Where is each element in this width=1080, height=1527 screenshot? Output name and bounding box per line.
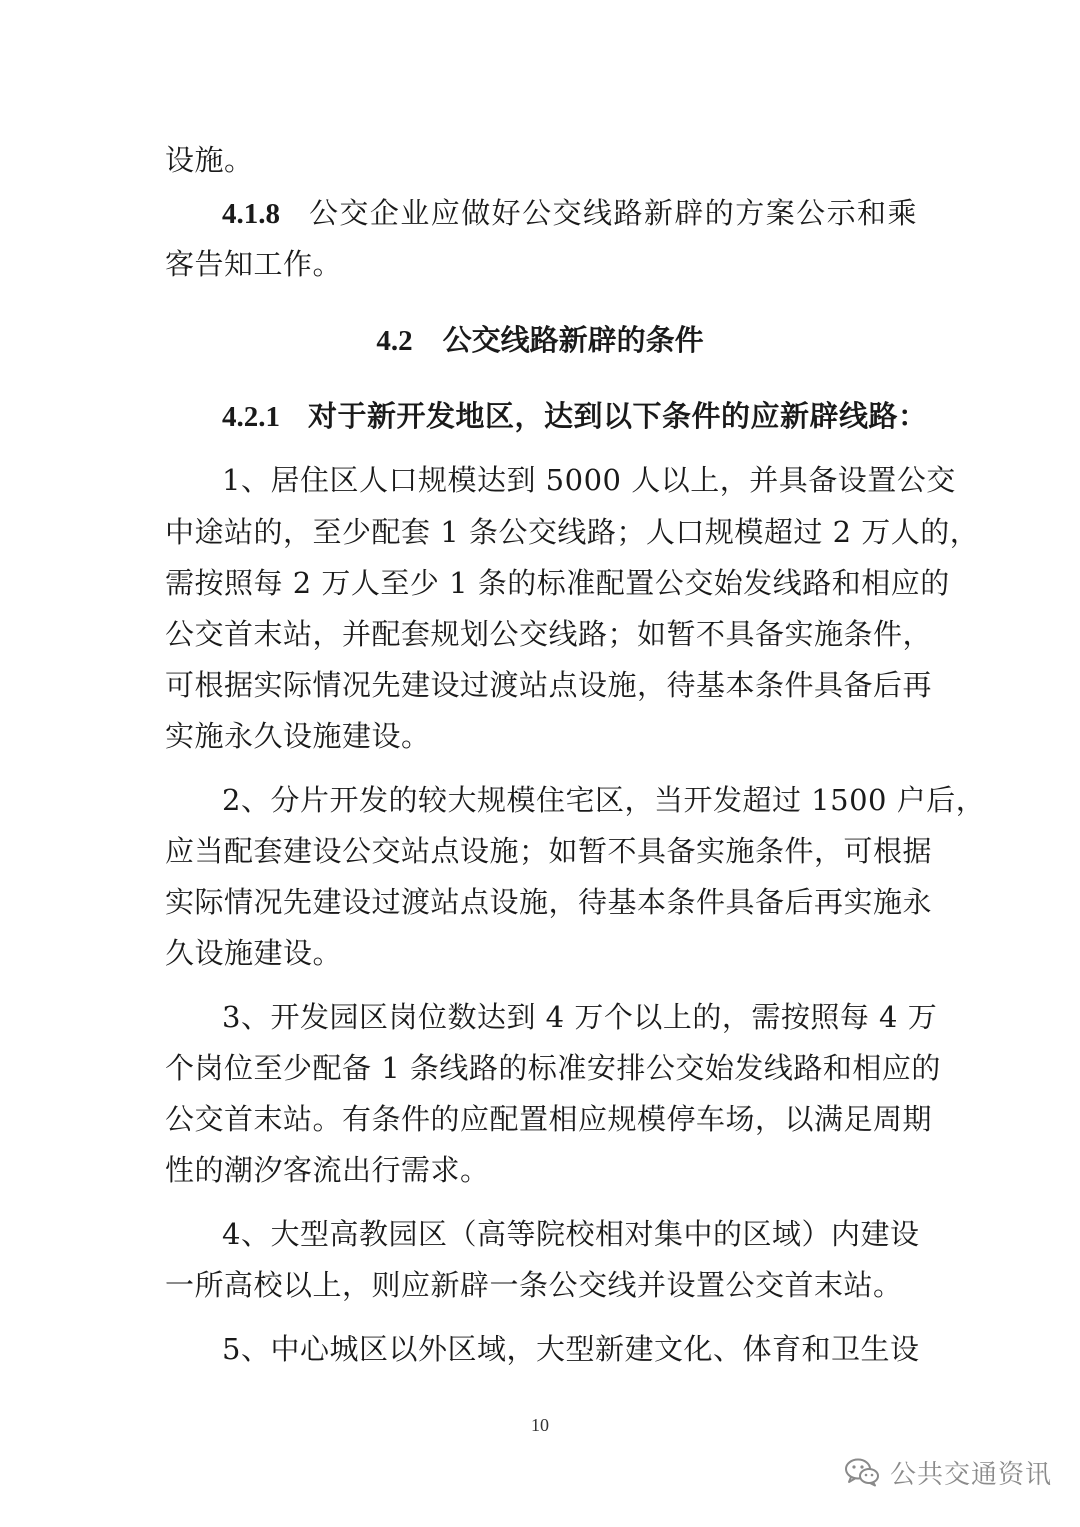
item-3-line: 性的潮汐客流出行需求。 bbox=[165, 1153, 490, 1187]
item-1-line: 可根据实际情况先建设过渡站点设施，待基本条件具备后再 bbox=[165, 668, 933, 702]
item-2-line: 2、分片开发的较大规模住宅区，当开发超过 1500 户后， bbox=[222, 783, 986, 817]
item-5-line: 5、中心城区以外区域，大型新建文化、体育和卫生设 bbox=[222, 1332, 920, 1366]
item-1-line: 实施永久设施建设。 bbox=[165, 719, 431, 753]
item-2-line: 实际情况先建设过渡站点设施，待基本条件具备后再实施永 bbox=[165, 885, 933, 919]
clause-4-1-8-line-2: 客告知工作。 bbox=[165, 247, 343, 281]
item-1-line: 中途站的，至少配套 1 条公交线路；人口规模超过 2 万人的， bbox=[165, 515, 980, 549]
section-heading bbox=[0, 320, 1080, 361]
paragraph-continuation: 设施。 bbox=[165, 143, 254, 177]
item-4-line: 一所高校以上，则应新辟一条公交线并设置公交首末站。 bbox=[165, 1268, 903, 1302]
clause-number: 4.1.8 bbox=[222, 198, 280, 230]
item-1-line: 1、居住区人口规模达到 5000 人以上，并具备设置公交 bbox=[222, 463, 956, 497]
item-4-line: 4、大型高教园区（高等院校相对集中的区域）内建设 bbox=[222, 1217, 920, 1251]
item-1-line: 需按照每 2 万人至少 1 条的标准配置公交始发线路和相应的 bbox=[165, 566, 950, 600]
clause-number: 4.2.1 bbox=[222, 401, 280, 433]
section-title: 公交线路新辟的条件 bbox=[442, 323, 704, 357]
watermark bbox=[844, 1452, 1052, 1492]
item-3-line: 个岗位至少配备 1 条线路的标准安排公交始发线路和相应的 bbox=[165, 1051, 941, 1085]
clause-4-2-1 bbox=[222, 396, 928, 437]
item-3-line: 公交首末站。有条件的应配置相应规模停车场，以满足周期 bbox=[165, 1102, 933, 1136]
item-3-line: 3、开发园区岗位数达到 4 万个以上的，需按照每 4 万 bbox=[222, 1000, 938, 1034]
clause-text: 公交企业应做好公交线路新辟的方案公示和乘 bbox=[308, 196, 917, 230]
section-number: 4.2 bbox=[376, 325, 413, 357]
item-2-line: 久设施建设。 bbox=[165, 936, 343, 970]
item-2-line: 应当配套建设公交站点设施；如暂不具备实施条件，可根据 bbox=[165, 834, 933, 868]
clause-4-1-8-line-1 bbox=[222, 193, 917, 234]
watermark-text: 公共交通资讯 bbox=[890, 1459, 1053, 1490]
page-number: 10 bbox=[531, 1415, 549, 1435]
wechat-icon bbox=[844, 1457, 880, 1487]
item-1-line: 公交首末站，并配套规划公交线路；如暂不具备实施条件， bbox=[165, 617, 933, 651]
clause-text: 对于新开发地区，达到以下条件的应新辟线路： bbox=[308, 399, 928, 433]
